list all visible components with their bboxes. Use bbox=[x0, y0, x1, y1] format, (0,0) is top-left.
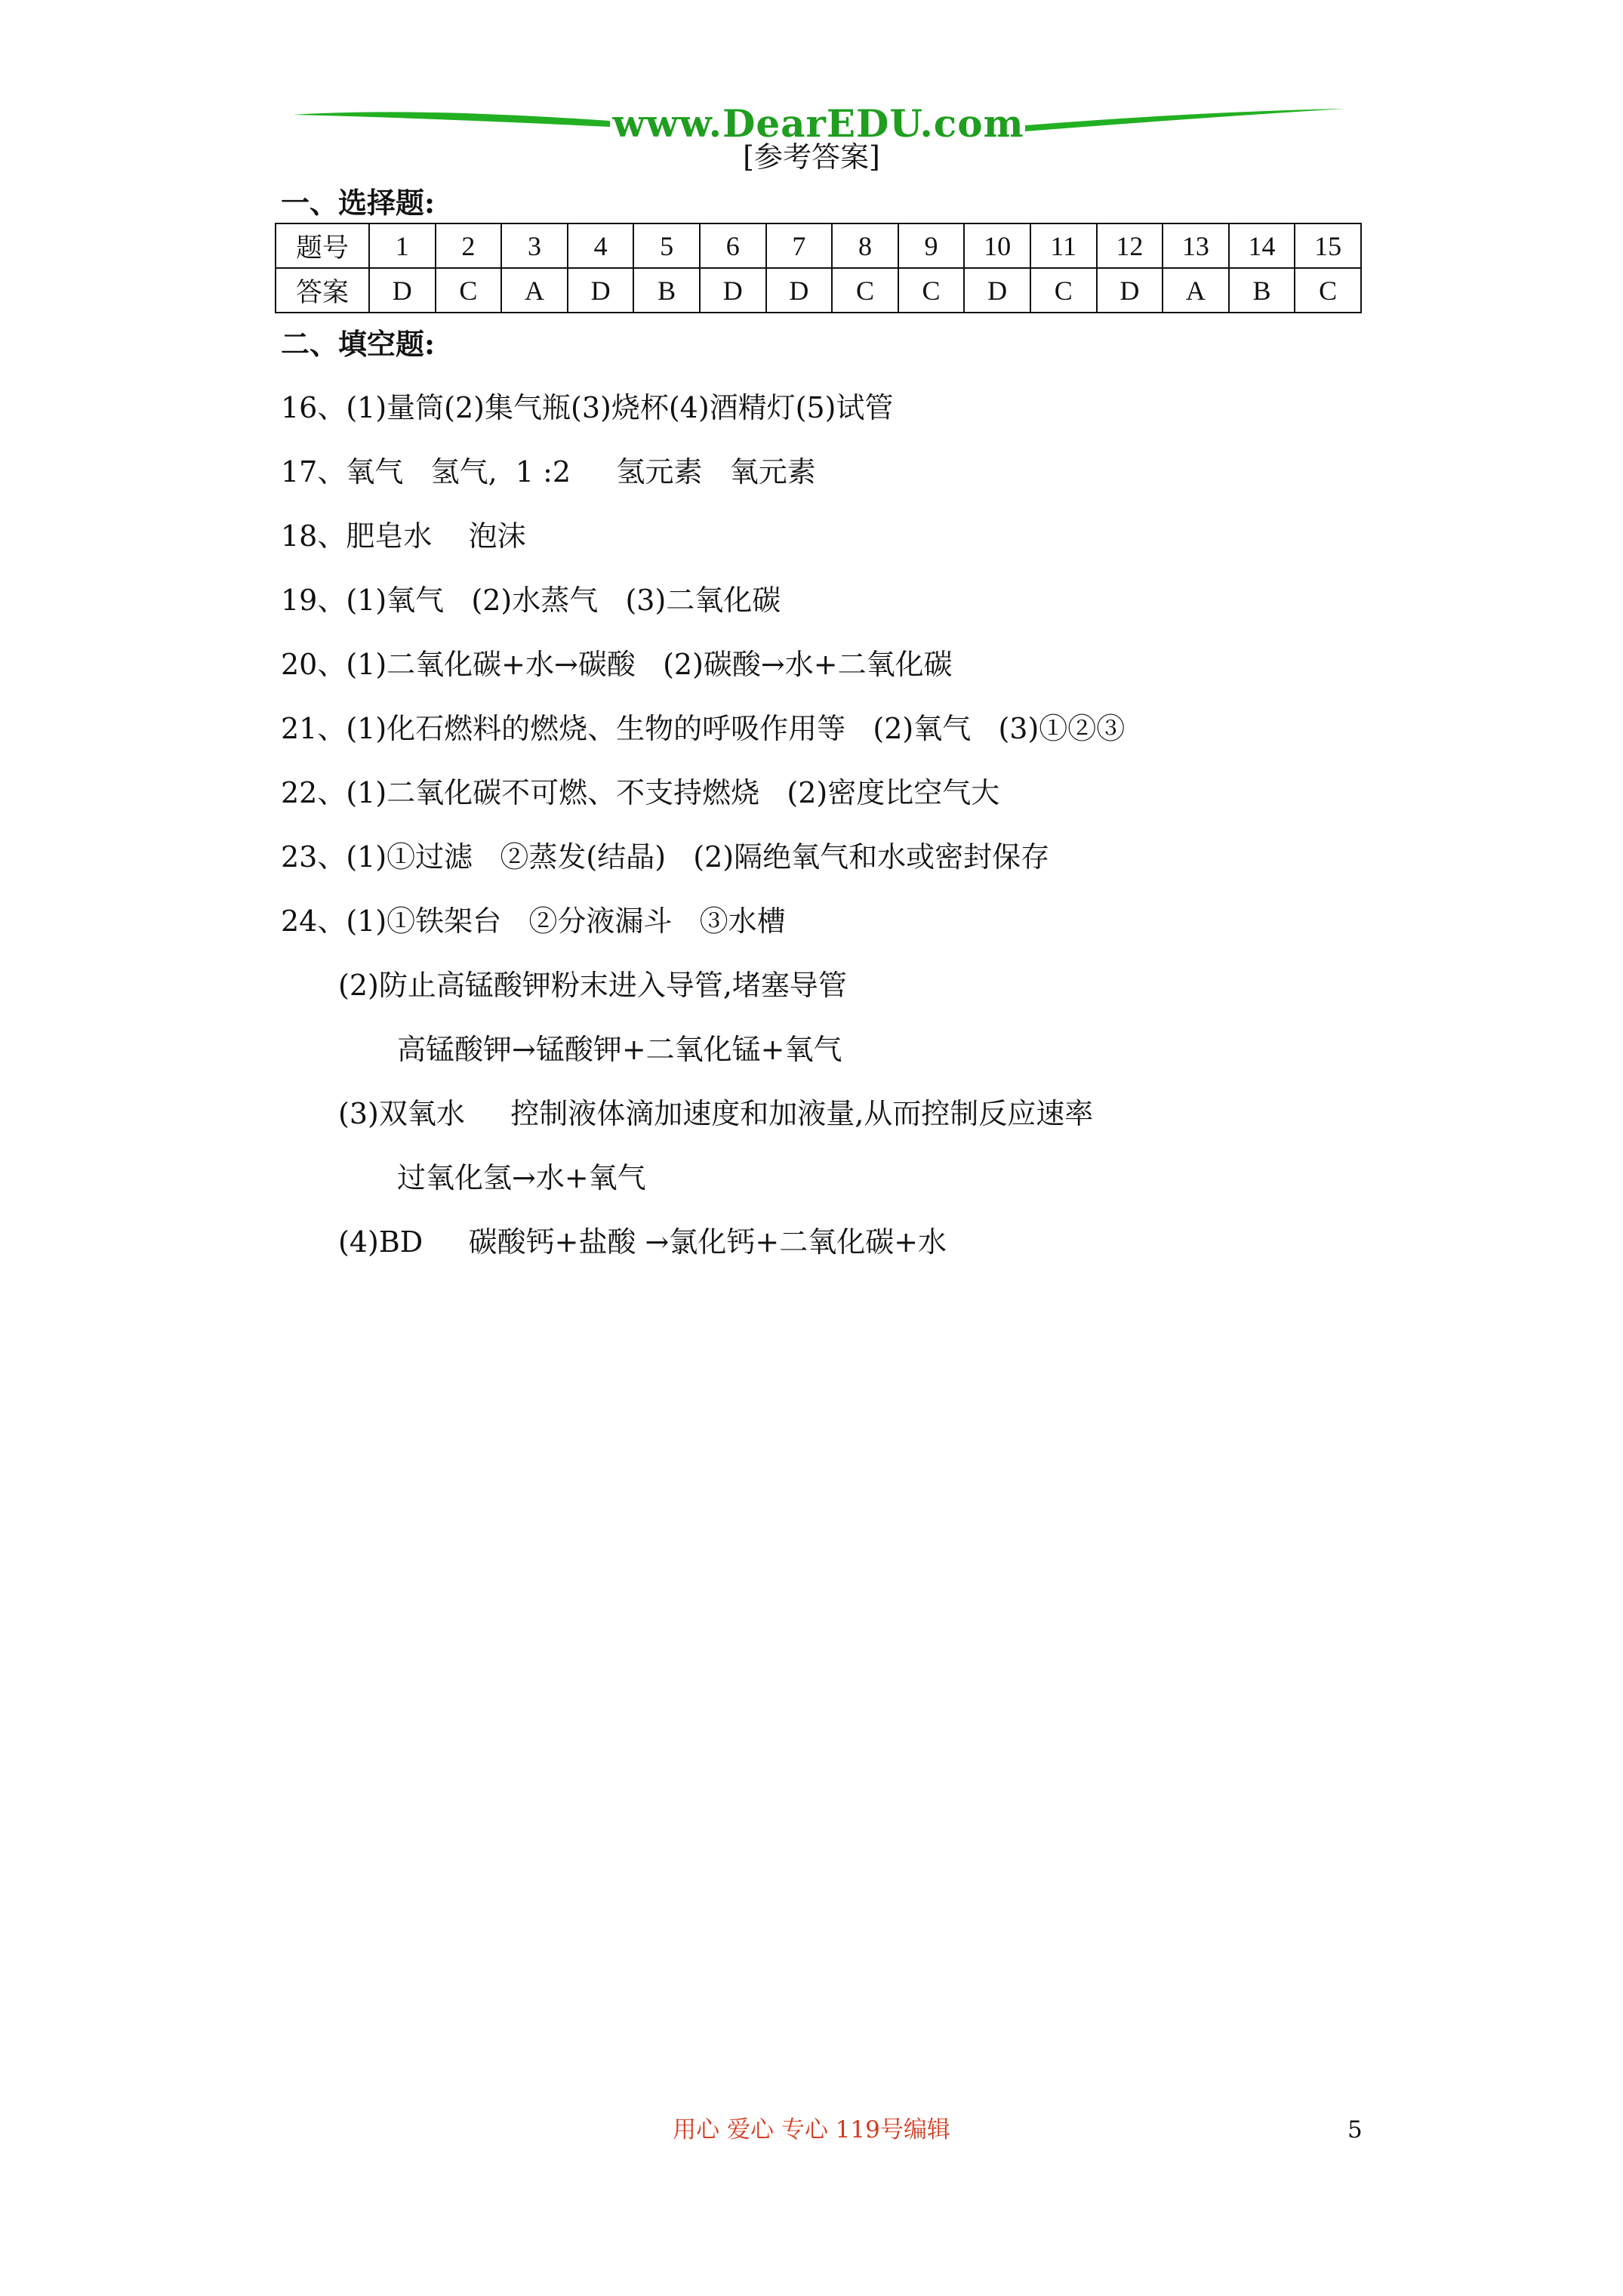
header-banner bbox=[293, 101, 1344, 146]
answer-cell: D bbox=[369, 268, 436, 313]
answer-cell: A bbox=[501, 268, 568, 313]
question-number-cell: 6 bbox=[700, 223, 766, 268]
answer-cell: D bbox=[1097, 268, 1163, 313]
answer-line-24-3-equation: 过氧化氢→水+氧气 bbox=[397, 1161, 646, 1194]
section-heading-choice: 一、选择题: bbox=[281, 186, 436, 220]
question-number-cell: 4 bbox=[568, 223, 634, 268]
answer-line-17: 17、氧气 氢气, 1 :2 氢元素 氧元素 bbox=[281, 455, 816, 488]
answer-cell: D bbox=[568, 268, 634, 313]
question-number-cell: 5 bbox=[633, 223, 700, 268]
answer-line-16: 16、(1)量筒(2)集气瓶(3)烧杯(4)酒精灯(5)试管 bbox=[281, 391, 894, 424]
answer-line-18: 18、肥皂水 泡沫 bbox=[281, 519, 526, 553]
answer-cell: C bbox=[1295, 268, 1361, 313]
question-number-cell: 7 bbox=[766, 223, 833, 268]
question-number-cell: 10 bbox=[964, 223, 1030, 268]
answer-cell: C bbox=[832, 268, 898, 313]
question-number-cell: 2 bbox=[436, 223, 502, 268]
answer-line-24-2: (2)防止高锰酸钾粉末进入导管,堵塞导管 bbox=[338, 969, 847, 1002]
question-number-cell: 9 bbox=[898, 223, 965, 268]
section-heading-fill: 二、填空题: bbox=[281, 327, 436, 361]
row-label-answer: 答案 bbox=[276, 268, 369, 313]
question-number-cell: 15 bbox=[1295, 223, 1361, 268]
question-number-cell: 3 bbox=[501, 223, 568, 268]
answer-line-19: 19、(1)氧气 (2)水蒸气 (3)二氧化碳 bbox=[281, 584, 781, 617]
question-number-cell: 11 bbox=[1030, 223, 1097, 268]
site-logo: www.DearEDU.com bbox=[612, 101, 1024, 146]
answer-line-24-3: (3)双氧水 控制液体滴加速度和加液量,从而控制反应速率 bbox=[338, 1097, 1094, 1130]
question-number-cell: 13 bbox=[1163, 223, 1229, 268]
answer-line-24-1: 24、(1)①铁架台 ②分液漏斗 ③水槽 bbox=[281, 905, 786, 938]
answer-cell: A bbox=[1163, 268, 1229, 313]
answer-line-20: 20、(1)二氧化碳+水→碳酸 (2)碳酸→水+二氧化碳 bbox=[281, 648, 953, 681]
question-number-cell: 8 bbox=[832, 223, 898, 268]
answer-line-21: 21、(1)化石燃料的燃烧、生物的呼吸作用等 (2)氧气 (3)①②③ bbox=[281, 712, 1126, 745]
answer-cell: D bbox=[766, 268, 833, 313]
page-number: 5 bbox=[1347, 2116, 1363, 2143]
answer-cell: C bbox=[436, 268, 502, 313]
table-row-numbers bbox=[276, 223, 1361, 268]
answer-line-22: 22、(1)二氧化碳不可燃、不支持燃烧 (2)密度比空气大 bbox=[281, 776, 1000, 809]
row-label-number: 题号 bbox=[276, 223, 369, 268]
answer-cell: C bbox=[1030, 268, 1097, 313]
table-row-answers bbox=[276, 268, 1361, 313]
answer-cell: D bbox=[964, 268, 1030, 313]
question-number-cell: 12 bbox=[1097, 223, 1163, 268]
answer-cell: B bbox=[1229, 268, 1295, 313]
answer-cell: D bbox=[700, 268, 766, 313]
question-number-cell: 14 bbox=[1229, 223, 1295, 268]
answer-line-24-4: (4)BD 碳酸钙+盐酸 →氯化钙+二氧化碳+水 bbox=[338, 1225, 947, 1259]
answer-cell: B bbox=[633, 268, 700, 313]
answer-line-24-2-equation: 高锰酸钾→锰酸钾+二氧化锰+氧气 bbox=[397, 1033, 842, 1066]
question-number-cell: 1 bbox=[369, 223, 436, 268]
answer-line-23: 23、(1)①过滤 ②蒸发(结晶) (2)隔绝氧气和水或密封保存 bbox=[281, 840, 1050, 874]
page-title: [参考答案] bbox=[743, 140, 880, 174]
answer-table bbox=[275, 223, 1362, 313]
answer-cell: C bbox=[898, 268, 965, 313]
footer-text: 用心 爱心 专心 119号编辑 bbox=[673, 2116, 950, 2143]
